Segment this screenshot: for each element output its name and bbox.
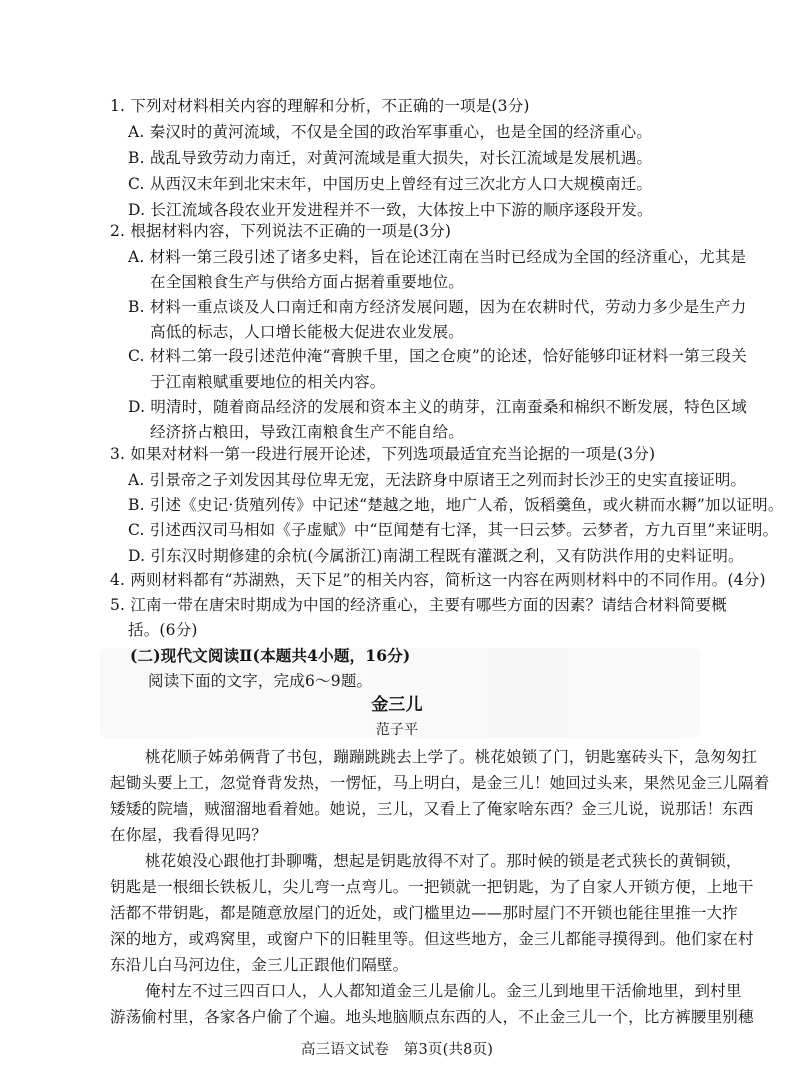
q1-stem: 1. 下列对材料相关内容的理解和分析，不正确的一项是(3分): [110, 97, 530, 115]
q2-option-a-cont: 在全国粮食生产与供给方面占据着重要地位。: [150, 273, 465, 291]
story-author: 范子平: [375, 722, 419, 738]
q3-option-a: A. 引景帝之子刘发因其母位卑无宠，无法跻身中原诸王之列而封长沙王的史实直接证明。: [128, 471, 747, 489]
q1-option-c: C. 从西汉末年到北宋末年，中国历史上曾经有过三次北方人口大规模南迁。: [128, 175, 653, 193]
q3-stem: 3. 如果对材料一第一段进行展开论述，下列选项最适宜充当论据的一项是(3分): [110, 445, 656, 463]
section-instruction: 阅读下面的文字，完成6～9题。: [148, 672, 373, 690]
q2-option-b: B. 材料一重点谈及人口南迁和南方经济发展问题，因为在农耕时代，劳动力多少是生产力: [128, 298, 747, 316]
q2-option-c: C. 材料二第一段引述范仲淹“膏腴千里，国之仓庾”的论述，恰好能够印证材料一第三段关: [128, 347, 747, 365]
q1-option-d: D. 长江流域各段农业开发进程并不一致，大体按上中下游的顺序逐段开发。: [128, 201, 653, 219]
q2-option-a: A. 材料一第三段引述了诸多史料，旨在论述江南在当时已经成为全国的经济重心，尤其是: [128, 248, 747, 266]
story-line: 矮矮的院墙，贼溜溜地看着她。她说，三儿，又看上了俺家啥东西？金三儿说，说那话！东西: [110, 800, 754, 818]
q2-option-b-cont: 高低的标志，人口增长能极大促进农业发展。: [150, 323, 465, 341]
q3-option-d: D. 引东汉时期修建的余杭(今属浙江)南湖工程既有灌溉之利，又有防洪作用的史料证明。: [128, 547, 744, 565]
q4-stem: 4. 两则材料都有“苏湖熟，天下足”的相关内容，简析这一内容在两则材料中的不同作用。(4分): [110, 571, 766, 589]
q1-option-a: A. 秦汉时的黄河流域，不仅是全国的政治军事重心，也是全国的经济重心。: [128, 123, 653, 141]
story-line: 游荡偷村里，各家各户偷了个遍。地头地脑顺点东西的人，不止金三儿一个，比方裤腰里别穗: [110, 1008, 754, 1026]
q1-option-b: B. 战乱导致劳动力南迁，对黄河流域是重大损失，对长江流域是发展机遇。: [128, 149, 653, 167]
q2-stem: 2. 根据材料内容，下列说法不正确的一项是(3分): [110, 222, 452, 240]
q2-option-d-cont: 经济挤占粮田，导致江南粮食生产不能自给。: [150, 423, 465, 441]
story-line: 桃花顺子姊弟俩背了书包，蹦蹦跳跳去上学了。桃花娘锁了门，钥匙塞砖头下，急匆匆扛: [145, 748, 758, 766]
section-heading: (二)现代文阅读Ⅱ(本题共4小题，16分): [130, 646, 411, 665]
story-line: 在你屋，我看得见吗？: [110, 826, 268, 844]
story-line: 深的地方，或鸡窝里，或窗户下的旧鞋里等。但这些地方，金三儿都能寻摸得到。他们家在村: [110, 930, 754, 948]
story-line: 东沿儿白马河边住，金三儿正跟他们隔壁。: [110, 956, 409, 974]
page-footer: 高三语文试卷 第3页(共8页): [300, 1042, 494, 1058]
story-line: 俺村左不过三四百口人，人人都知道金三儿是偷儿。金三儿到地里干活偷地里，到村里: [145, 982, 742, 1000]
q5-stem: 5. 江南一带在唐宋时期成为中国的经济重心，主要有哪些方面的因素？请结合材料简要概: [110, 596, 727, 614]
q2-option-d: D. 明清时，随着商品经济的发展和资本主义的萌芽，江南蚕桑和棉织不断发展，特色区域: [128, 398, 747, 416]
q2-option-c-cont: 于江南粮赋重要地位的相关内容。: [150, 373, 386, 391]
story-line: 活都不带钥匙，都是随意放屋门的近处，或门槛里边——那时屋门不开锁也能往里推一大拃: [110, 904, 739, 922]
q5-stem-cont: 括。(6分): [128, 621, 198, 639]
q3-option-b: B. 引述《史记·货殖列传》中记述“楚越之地，地广人希，饭稻羹鱼，或火耕而水耨”加以证明。: [128, 496, 784, 514]
story-line: 桃花娘没心跟他打卦聊嘴，想起是钥匙放得不对了。那时候的锁是老式狭长的黄铜锁，: [145, 852, 742, 870]
story-line: 钥匙是一根细长铁板儿，尖儿弯一点弯儿。一把锁就一把钥匙，为了自家人开锁方便，上地干: [110, 878, 754, 896]
q3-option-c: C. 引述西汉司马相如《子虚赋》中“臣闻楚有七泽，其一曰云梦。云梦者，方九百里”来证明。: [128, 521, 779, 539]
story-title: 金三儿: [371, 695, 423, 715]
story-line: 起锄头要上工，忽觉脊背发热，一愣怔，马上明白，是金三儿！她回过头来，果然见金三儿隔着: [110, 774, 770, 792]
